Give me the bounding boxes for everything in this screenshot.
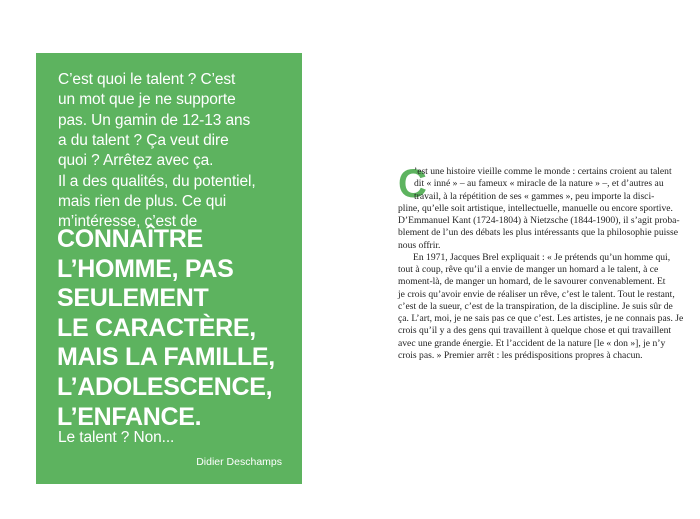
text-line: tout à coup, rêve qu’il a envie de manger un homard a le talent, à ce [398, 264, 659, 275]
quote-line: pas. Un gamin de 12-13 ans [58, 111, 251, 129]
text-line: D’Emmanuel Kant (1724-1804) à Nietzsche (1844-1900), il s’agit proba- [398, 215, 680, 226]
drop-cap: C [398, 162, 427, 206]
quote-outro: Le talent ? Non... [58, 429, 175, 446]
quote-author: Didier Deschamps [196, 456, 282, 468]
quote-emphasis-line: L’HOMME, PAS [57, 254, 234, 283]
text-line: ça. L’art, moi, je ne sais pas ce que c’est. Les artistes, je ne connais pas. Je [398, 313, 684, 324]
quote-emphasis-line: SEULEMENT [57, 284, 209, 313]
text-line: travail, à la répétition de ses « gammes », peu importe la disci- [414, 190, 655, 202]
quote-line: un mot que je ne supporte [58, 91, 236, 109]
quote-line: Il a des qualités, du potentiel, [58, 172, 256, 190]
article-body [398, 162, 684, 362]
pull-quote-box [36, 53, 302, 484]
text-line: dit « inné » – au fameux « miracle de la nature » –, et d’autres au [414, 178, 664, 190]
text-line: crois qu’il y a des gens qui travaillent à quelque chose et qui travaillent [398, 325, 672, 337]
quote-emphasis-line: MAIS LA FAMILLE, [57, 343, 275, 372]
quote-emphasis-line: CONNAÎTRE [57, 225, 203, 253]
quote-emphasis-line: L’ENFANCE. [57, 402, 202, 431]
text-line: c’est de la sueur, c’est de la transpiration, de la discipline. Je suis sûr de [398, 300, 673, 312]
quote-line: a du talent ? Ça veut dire [58, 131, 229, 149]
text-line: ’est une histoire vieille comme le monde : certains croient au talent [414, 166, 672, 177]
text-line: avec une grande énergie. Et l’accident de la nature [le « don »], je n’y [398, 337, 666, 349]
quote-line: m’intéresse, c’est de [58, 213, 198, 231]
text-line: crois pas. » Premier arrêt : les prédispositions propres à chacun. [398, 349, 643, 361]
quote-emphasis-line: LE CARACTÈRE, [57, 313, 256, 342]
text-line: nous offrir. [398, 239, 441, 251]
text-line: En 1971, Jacques Brel expliquait : « Je prétends qu’un homme qui, [413, 251, 671, 263]
quote-line: quoi ? Arrêtez avec ça. [58, 152, 214, 170]
quote-line: C’est quoi le talent ? C’est [58, 71, 236, 88]
text-line: blement de l’un des débats les plus intéressants que la philosophie puisse [398, 227, 679, 239]
quote-emphasis-line: L’ADOLESCENCE, [57, 373, 273, 401]
text-line: moment-là, de manger un homard, de le savourer convenablement. Et [398, 276, 666, 288]
text-line: pline, qu’elle soit artistique, intellectuelle, manuelle ou encore sportive. [398, 202, 673, 214]
quote-line: mais rien de plus. Ce qui [58, 192, 227, 210]
text-line: je crois qu’avoir envie de réaliser un rêve, c’est le talent. Tout le restant, [398, 288, 675, 300]
